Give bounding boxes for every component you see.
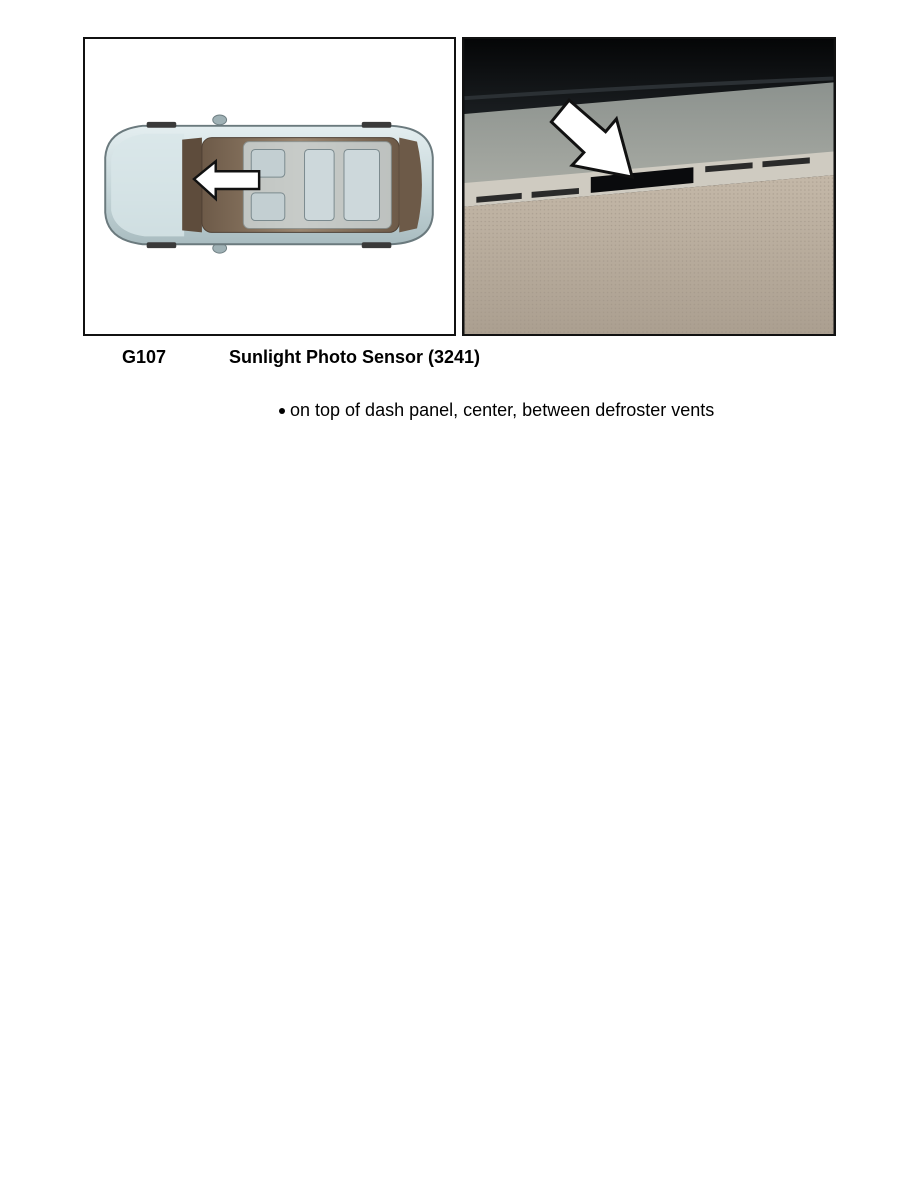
vehicle-top-view-illustration: [85, 39, 454, 334]
dash-panel-defroster-vent-photo: [464, 39, 834, 334]
location-note-text: on top of dash panel, center, between defroster vents: [290, 400, 715, 420]
component-name: Sunlight Photo Sensor (3241): [229, 347, 481, 367]
location-note: [278, 399, 738, 421]
dash-panel-photo-figure: [462, 37, 836, 336]
component-code: G107: [122, 347, 167, 367]
bullet-icon: [279, 408, 285, 414]
location-notes-list: [278, 399, 738, 421]
vehicle-top-view-figure: [83, 37, 456, 336]
